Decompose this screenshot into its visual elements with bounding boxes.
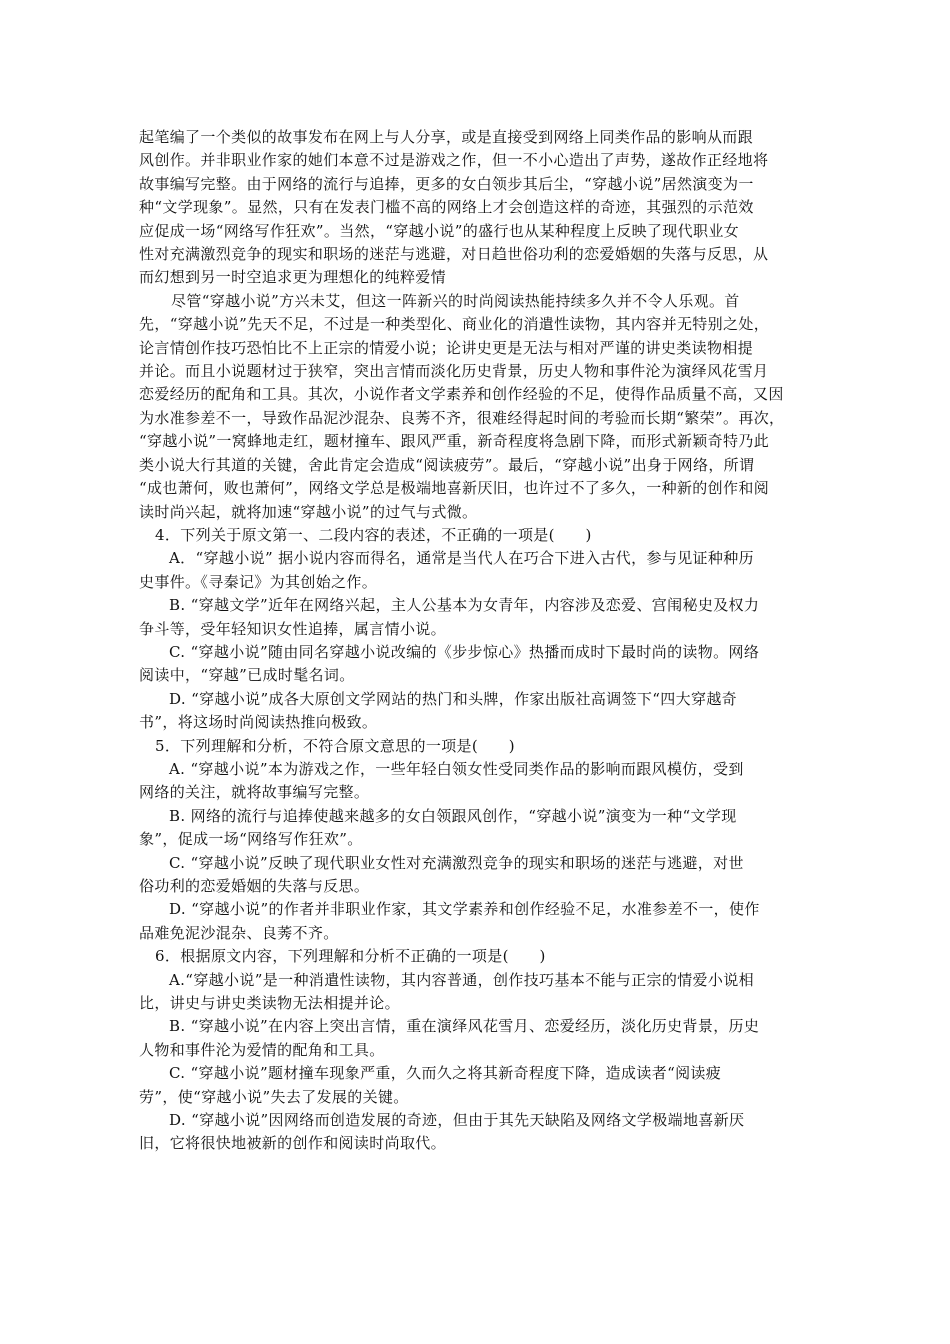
text-line: 类小说大行其道的关键，舍此肯定会造成“阅读疲劳”。最后，“穿越小说”出身于网络，所谓 [139,455,755,474]
option-c [139,1062,815,1109]
option-line: 品难免泥沙混杂、良莠不齐。 [139,923,339,942]
option-line: 俗功利的恋爱婚姻的失落与反思。 [139,877,370,895]
question-6 [139,945,815,1156]
option-line: 网络的关注，就将故事编写完整。 [139,783,370,802]
option-line: C. “穿越小说”题材撞车现象严重，久而久之将其新奇程度下降，造成读者“阅读疲 [169,1064,722,1083]
option-a [139,969,815,1016]
text-line: “穿越小说”一窝蜂地走红，题材撞车、跟风严重，新奇程度将急剧下降，而形式新颖奇特乃此 [139,432,770,451]
question-4 [139,524,815,735]
option-line: 阅读中，“穿越”已成时髦名词。 [139,666,355,685]
text-line: 论言情创作技巧恐怕比不上正宗的情爱小说；论讲史更是无法与相对严谨的讲史类读物相提 [139,338,754,357]
option-line: 史事件。《寻秦记》为其创始之作。 [139,572,378,591]
option-d [139,688,815,735]
option-line: D. “穿越小说”因网络而创造发展的奇迹，但由于其先天缺陷及网络文学极端地喜新厌 [169,1111,745,1130]
text-line: 尽管“穿越小说”方兴未艾，但这一阵新兴的时尚阅读热能持续多久并不令人乐观。首 [171,291,740,310]
option-line: D. “穿越小说”成各大原创文学网站的热门和头牌，作家出版社高调签下“四大穿越奇 [169,689,738,708]
option-line: A. “穿越小说”本为游戏之作，一些年轻白领女性受同类作品的影响而跟风模仿，受到 [169,759,744,778]
option-line: A.“穿越小说”是一种消遣性读物，其内容普通，创作技巧基本不能与正宗的情爱小说相 [169,970,754,989]
option-line: 旧，它将很快地被新的创作和阅读时尚取代。 [139,1134,447,1153]
option-line: 象”，促成一场“网络写作狂欢”。 [139,830,363,849]
option-c [139,641,815,688]
text-line: 恋爱经历的配角和工具。其次，小说作者文学素养和创作经验的不足，使得作品质量不高，又因 [139,385,784,404]
option-a [139,758,815,805]
text-line: “成也萧何，败也萧何”，网络文学总是极端地喜新厌旧，也许过不了多久，一种新的创作和阅 [139,479,770,498]
passage-paragraph-1 [139,126,815,290]
text-line: 读时尚兴起，就将加速“穿越小说”的过气与式微。 [139,502,478,521]
passage-paragraph-2 [139,290,815,524]
text-line: 种“文学现象”。显然，只有在发表门槛不高的网络上才会创造这样的奇迹，其强烈的示范效 [139,198,754,217]
option-line: C. “穿越小说”反映了现代职业女性对充满激烈竞争的现实和职场的迷茫与逃避，对世 [169,853,744,872]
option-c [139,852,815,899]
option-line: B. 网络的流行与追捧使越来越多的女白领跟风创作，“穿越小说”演变为一种“文学现 [169,806,737,825]
question-stem: 5．下列理解和分析，不符合原文意思的一项是( ) [155,736,515,755]
option-line: 人物和事件沦为爱情的配角和工具。 [139,1040,385,1059]
option-a [139,547,815,594]
question-stem: 6．根据原文内容，下列理解和分析不正确的一项是( ) [155,947,546,966]
text-line: 为水准参差不一，导致作品泥沙混杂、良莠不齐，很难经得起时间的考验而长期“繁荣”。再次， [139,408,785,427]
option-b [139,594,815,641]
option-line: 比，讲史与讲史类读物无法相提并论。 [139,994,400,1013]
question-5 [139,735,815,946]
option-line: 劳”，使“穿越小说”失去了发展的关键。 [139,1087,409,1106]
text-line: 而幻想到另一时空追求更为理想化的纯粹爱情 [139,268,447,287]
text-line: 并论。而且小说题材过于狭窄，突出言情而淡化历史背景，历史人物和事件沦为演绎风花雪月 [139,362,769,381]
question-stem: 4．下列关于原文第一、二段内容的表述，不正确的一项是( ) [155,525,592,544]
text-line: 应促成一场“网络写作狂欢”。当然，“穿越小说”的盛行也从某种程度上反映了现代职业女 [139,221,740,240]
option-line: A．“穿越小说” 据小说内容而得名，通常是当代人在巧合下进入古代，参与见证种种历 [169,549,754,568]
text-line: 性对充满激烈竞争的现实和职场的迷茫与逃避，对日趋世俗功利的恋爱婚姻的失落与反思，从 [139,245,769,264]
option-line: B. “穿越文学”近年在网络兴起，主人公基本为女青年，内容涉及恋爱、宫闱秘史及权力 [169,596,760,615]
option-line: D. “穿越小说”的作者并非职业作家，其文学素养和创作经验不足，水准参差不一，使作 [169,900,760,919]
text-line: 先，“穿越小说”先天不足，不过是一种类型化、商业化的消遣性读物，其内容并无特别之处， [139,315,770,334]
option-line: 争斗等，受年轻知识女性追捧，属言情小说。 [139,619,447,638]
text-line: 故事编写完整。由于网络的流行与追捧，更多的女白领步其后尘，“穿越小说”居然演变为一 [139,174,754,193]
option-line: B. “穿越小说”在内容上突出言情，重在演绎风花雪月、恋爱经历，淡化历史背景，历史 [169,1017,760,1036]
option-d [139,898,815,945]
option-line: C. “穿越小说”随由同名穿越小说改编的《步步惊心》热播而成时下最时尚的读物。网络 [169,642,760,661]
text-line: 起笔编了一个类似的故事发布在网上与人分享，或是直接受到网络上同类作品的影响从而跟 [139,128,754,146]
option-line: 书”，将这场时尚阅读热推向极致。 [139,713,378,732]
text-line: 风创作。并非职业作家的她们本意不过是游戏之作，但一不小心造出了声势，遂故作正经地将 [139,151,769,170]
option-b [139,805,815,852]
option-b [139,1015,815,1062]
option-d [139,1109,815,1156]
